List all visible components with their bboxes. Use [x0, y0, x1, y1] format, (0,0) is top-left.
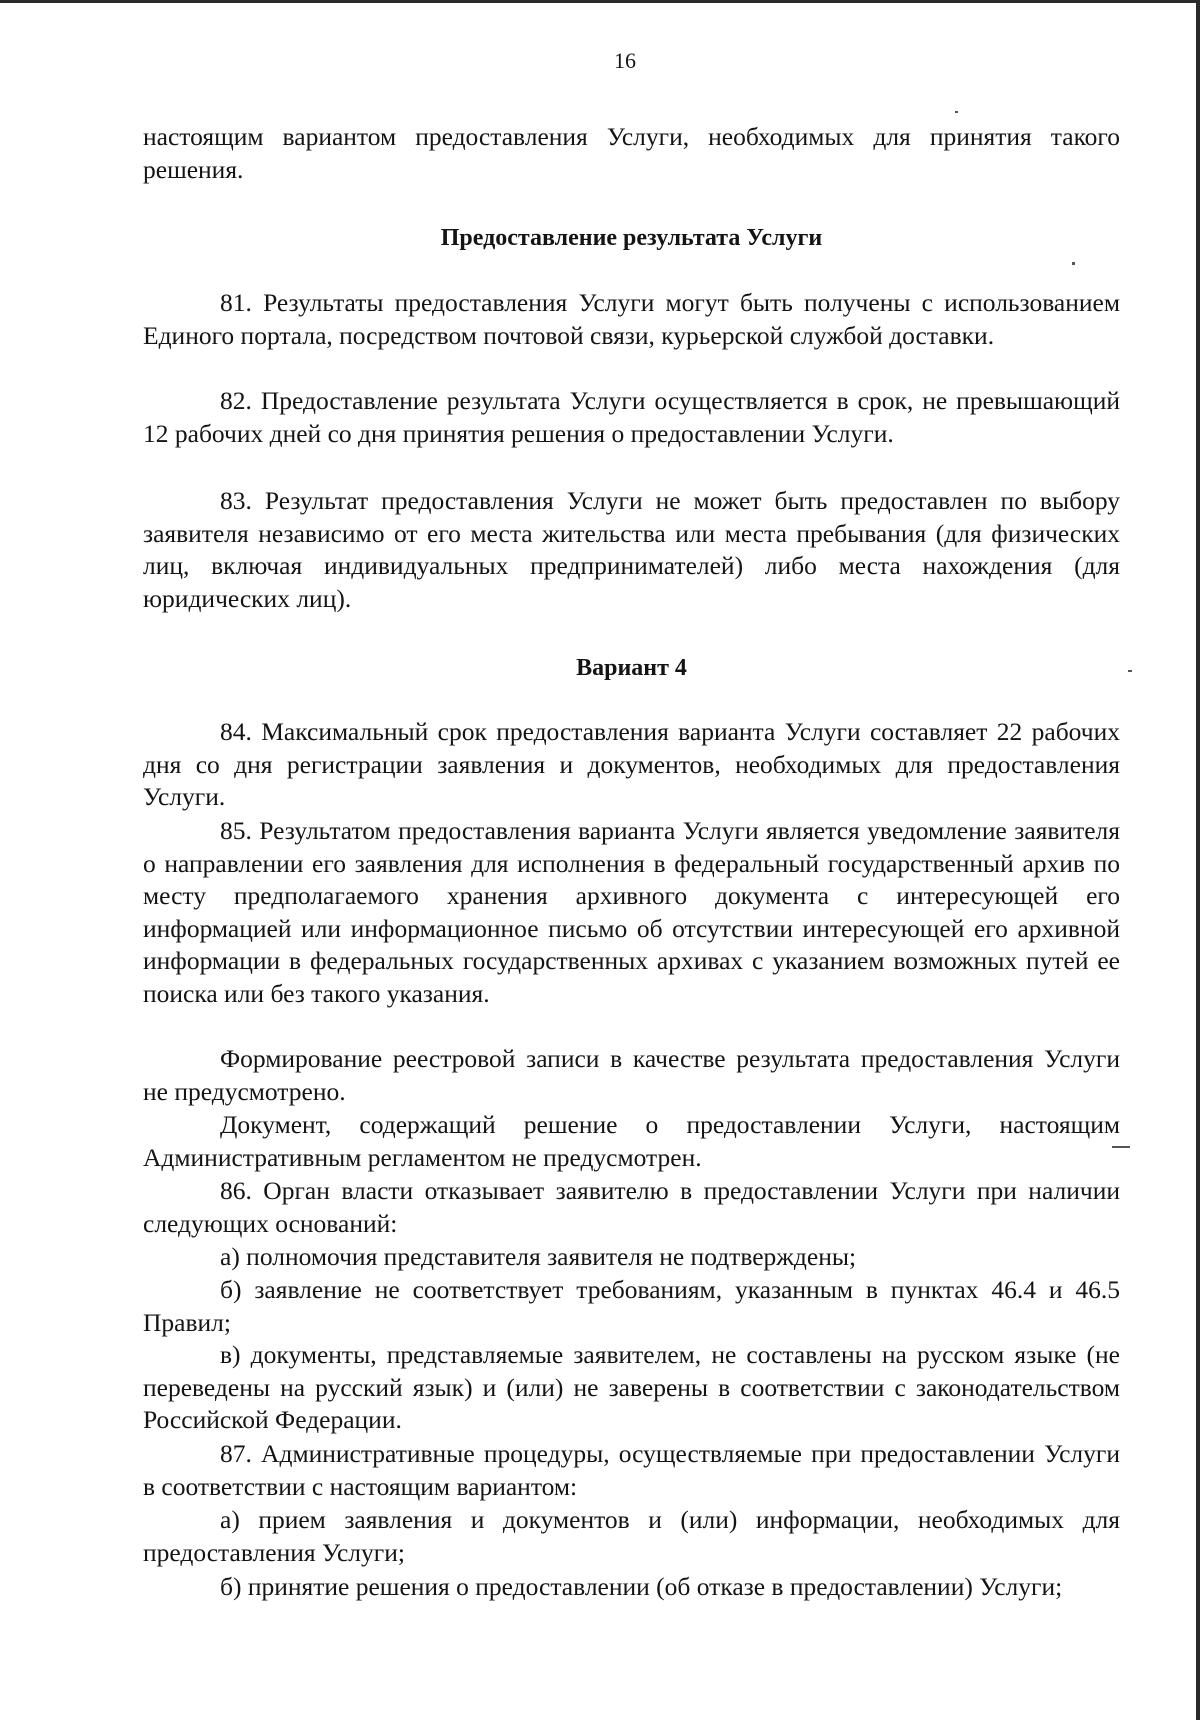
paragraph-86-a: а) полномочия представителя заявителя не подтверждены; — [220, 1242, 857, 1271]
paragraph-86-b: б) заявление не соответствует требованиям, указанным в пунктах 46.4 и 46.5 Правил; — [143, 1275, 1120, 1337]
section-heading-result: Предоставление результата Услуги — [440, 225, 823, 251]
paragraph-83: 83. Результат предоставления Услуги не может быть предоставлен по выбору заявителя независимо от его места жительства или места пребывания (для физических лиц, включая индивидуальных предпринимателей) либо места нахождения (для юридических лиц). — [143, 486, 1120, 613]
scan-edge-right — [1196, 0, 1200, 1720]
scan-speck — [1128, 670, 1132, 672]
paragraph-87-a: а) прием заявления и документов и (или) информации, необходимых для предоставления Услуги; — [143, 1505, 1120, 1567]
paragraph-84: 84. Максимальный срок предоставления варианта Услуги составляет 22 рабочих дня со дня регистрации заявления и документов, необходимых для предоставления Услуги. — [143, 717, 1120, 811]
scan-edge-top — [0, 0, 1200, 3]
section-heading-variant: Вариант 4 — [576, 655, 687, 681]
paragraph-85-registry: Формирование реестровой записи в качестве результата предоставления Услуги не предусмотрено. — [143, 1044, 1120, 1106]
paragraph-86-c: в) документы, представляемые заявителем, не составлены на русском языке (не переведены на русский язык) и (или) не заверены в соответствии с законодательством Российской Федерации. — [143, 1340, 1120, 1434]
paragraph-81: 81. Результаты предоставления Услуги могут быть получены с использованием Единого портала, посредством почтовой связи, курьерской службой доставки. — [143, 288, 1120, 350]
scan-speck — [1072, 262, 1075, 265]
paragraph-87-b: б) принятие решения о предоставлении (об отказе в предоставлении) Услуги; — [220, 1572, 1063, 1601]
scan-speck — [1112, 1146, 1130, 1148]
scan-speck — [955, 111, 958, 113]
continuation-paragraph: настоящим вариантом предоставления Услуги, необходимых для принятия такого решения. — [143, 122, 1120, 184]
paragraph-85-document: Документ, содержащий решение о предоставлении Услуги, настоящим Административным регламентом не предусмотрен. — [143, 1110, 1120, 1172]
paragraph-82: 82. Предоставление результата Услуги осуществляется в срок, не превышающий 12 рабочих дней со дня принятия решения о предоставлении Услуги. — [143, 386, 1120, 448]
paragraph-86: 86. Орган власти отказывает заявителю в предоставлении Услуги при наличии следующих оснований: — [143, 1176, 1120, 1238]
paragraph-87: 87. Административные процедуры, осуществляемые при предоставлении Услуги в соответствии с настоящим вариантом: — [143, 1439, 1120, 1501]
paragraph-85: 85. Результатом предоставления варианта Услуги является уведомление заявителя о направлении его заявления для исполнения в федеральный государственный архив по месту предполагаемого хранения архивного документа с интересующей его информацией или информационное письмо об отсутствии интересующей его архивной информации в федеральных государственных архивах с указанием возможных путей ее поиска или без такого указания. — [143, 816, 1120, 1008]
page-number: 16 — [614, 48, 636, 73]
